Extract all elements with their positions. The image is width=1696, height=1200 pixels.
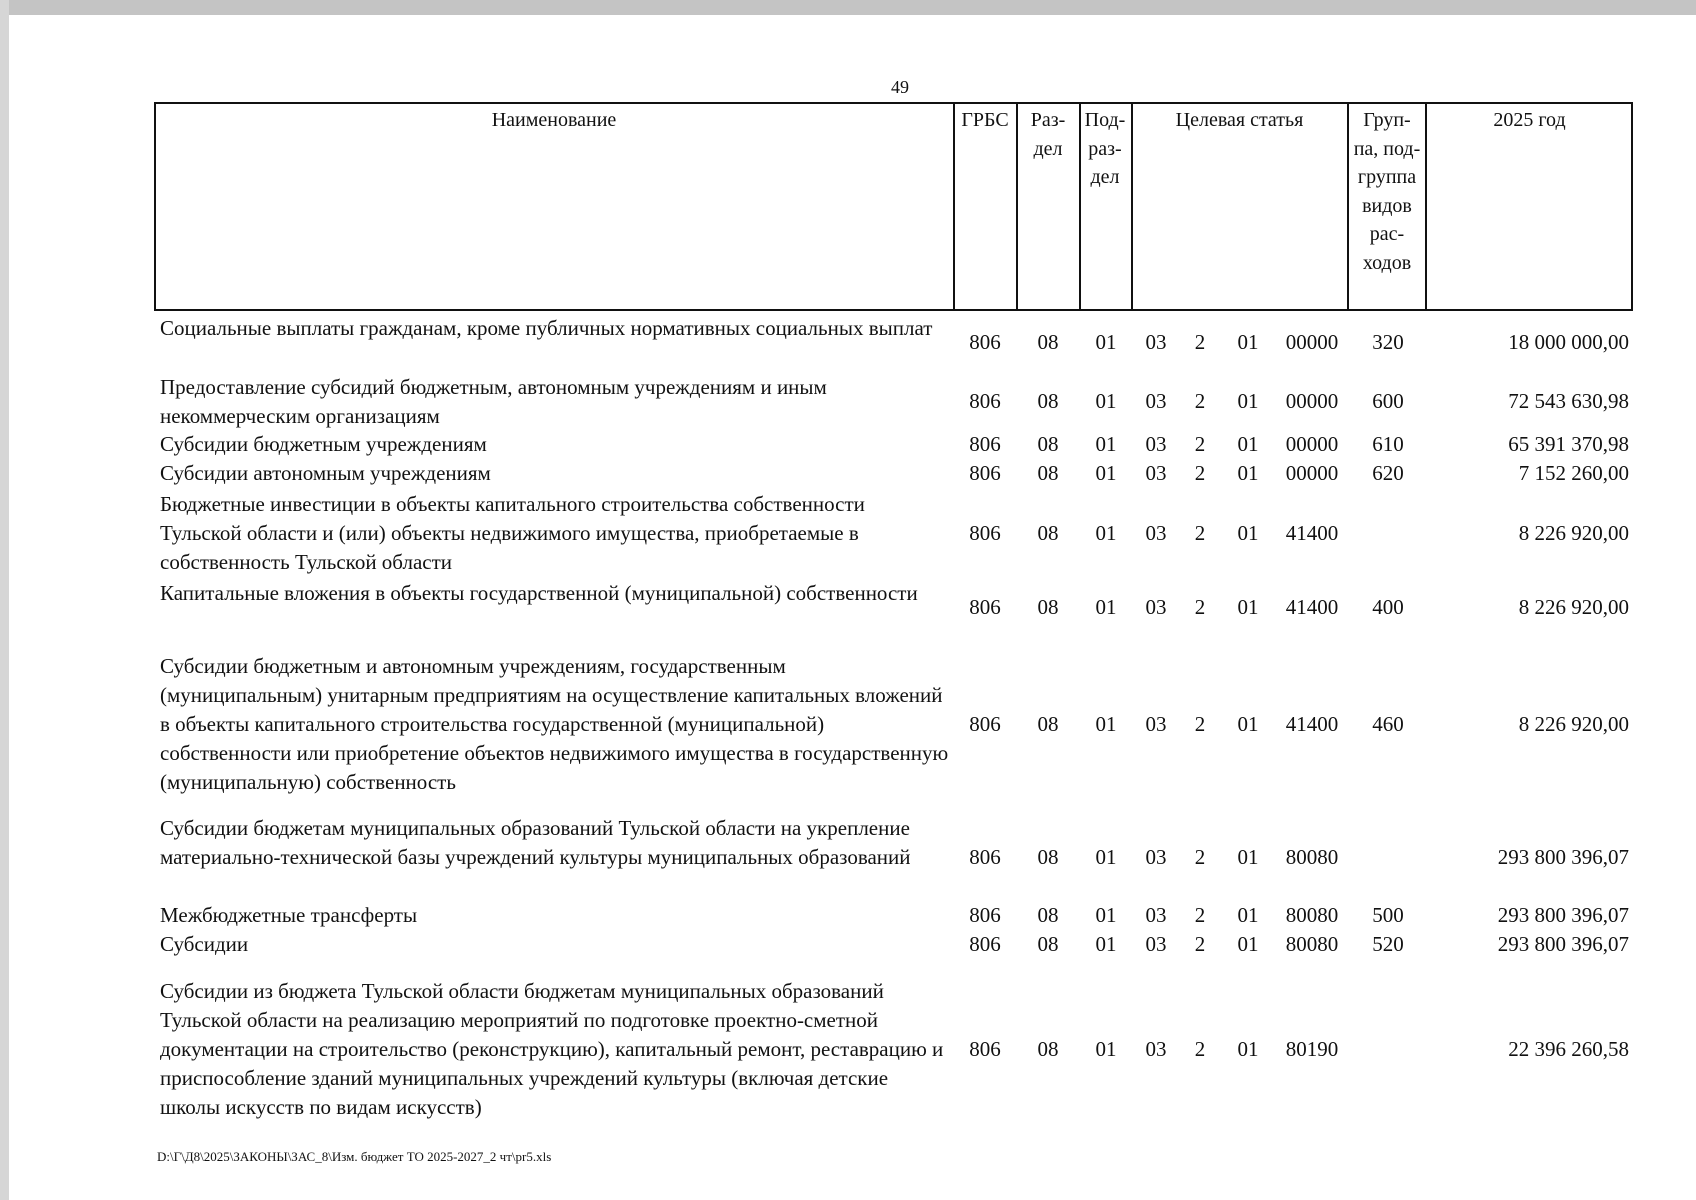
row-amount: 18 000 000,00 [1508, 330, 1629, 354]
row-target-direction: 80080 [1285, 903, 1339, 927]
row-target-program: 03 [1145, 1037, 1167, 1061]
row-target-direction: 00000 [1285, 461, 1339, 485]
row-target-direction: 80080 [1285, 845, 1339, 869]
header-razdel: Раз- дел [1030, 109, 1066, 160]
row-amount: 65 391 370,98 [1508, 432, 1629, 456]
row-podrazdel: 01 [1095, 389, 1117, 413]
row-name: Субсидии из бюджета Тульской области бюджетам муниципальных образований Тульской области на реализацию мероприятий по подготовке проектно-сметной документации на строительство (реконструкцию), капитальный ремонт, реставрацию и приспособление зданий муниципальных учреждений культуры (включая детские школы искусств по видам искусств) [160, 979, 944, 1119]
row-grbs: 806 [969, 389, 1001, 413]
row-amount: 7 152 260,00 [1518, 461, 1629, 485]
row-target-subprogram: 01 [1237, 330, 1259, 354]
row-razdel: 08 [1037, 1037, 1059, 1061]
row-target-program: 03 [1145, 932, 1167, 956]
row-target-subprogram: 01 [1237, 432, 1259, 456]
row-grbs: 806 [969, 330, 1001, 354]
row-target-type: 2 [1194, 432, 1206, 456]
row-amount: 8 226 920,00 [1518, 521, 1629, 545]
row-target-subprogram: 01 [1237, 712, 1259, 736]
row-group: 520 [1372, 932, 1404, 956]
row-podrazdel: 01 [1095, 903, 1117, 927]
row-podrazdel: 01 [1095, 461, 1117, 485]
row-group: 460 [1372, 712, 1404, 736]
row-target-type: 2 [1194, 712, 1206, 736]
row-grbs: 806 [969, 432, 1001, 456]
row-amount: 22 396 260,58 [1508, 1037, 1629, 1061]
row-amount: 8 226 920,00 [1518, 595, 1629, 619]
row-name: Социальные выплаты гражданам, кроме публичных нормативных социальных выплат [160, 316, 933, 340]
row-podrazdel: 01 [1095, 932, 1117, 956]
row-target-type: 2 [1194, 521, 1206, 545]
header-target: Целевая статья [1175, 109, 1304, 131]
row-target-subprogram: 01 [1237, 932, 1259, 956]
row-amount: 72 543 630,98 [1508, 389, 1629, 413]
row-target-type: 2 [1194, 1037, 1206, 1061]
row-name: Субсидии автономным учреждениям [160, 461, 491, 485]
row-target-type: 2 [1194, 461, 1206, 485]
row-podrazdel: 01 [1095, 712, 1117, 736]
row-target-subprogram: 01 [1237, 903, 1259, 927]
row-grbs: 806 [969, 712, 1001, 736]
row-razdel: 08 [1037, 712, 1059, 736]
row-target-subprogram: 01 [1237, 845, 1259, 869]
row-target-type: 2 [1194, 845, 1206, 869]
row-group: 400 [1372, 595, 1404, 619]
row-name: Предоставление субсидий бюджетным, автономным учреждениям и иным некоммерческим организациям [160, 375, 827, 428]
row-target-program: 03 [1145, 903, 1167, 927]
row-target-type: 2 [1194, 932, 1206, 956]
row-amount: 293 800 396,07 [1497, 845, 1629, 869]
header-name: Наименование [491, 109, 617, 131]
row-razdel: 08 [1037, 521, 1059, 545]
row-group: 620 [1372, 461, 1404, 485]
row-grbs: 806 [969, 595, 1001, 619]
row-podrazdel: 01 [1095, 330, 1117, 354]
row-target-program: 03 [1145, 845, 1167, 869]
row-target-program: 03 [1145, 595, 1167, 619]
row-target-type: 2 [1194, 330, 1206, 354]
row-group: 500 [1372, 903, 1404, 927]
row-podrazdel: 01 [1095, 432, 1117, 456]
header-grbs: ГРБС [961, 109, 1009, 131]
row-podrazdel: 01 [1095, 521, 1117, 545]
row-amount: 293 800 396,07 [1497, 932, 1629, 956]
row-razdel: 08 [1037, 595, 1059, 619]
row-podrazdel: 01 [1095, 595, 1117, 619]
row-target-subprogram: 01 [1237, 595, 1259, 619]
row-target-direction: 80080 [1285, 932, 1339, 956]
row-target-subprogram: 01 [1237, 1037, 1259, 1061]
row-grbs: 806 [969, 461, 1001, 485]
row-grbs: 806 [969, 932, 1001, 956]
row-razdel: 08 [1037, 330, 1059, 354]
header-year: 2025 год [1493, 109, 1566, 131]
row-grbs: 806 [969, 845, 1001, 869]
row-target-program: 03 [1145, 432, 1167, 456]
file-path-footer: D:\Г\Д8\2025\ЗАКОНЫ\ЗАС_8\Изм. бюджет ТО 2025-2027_2 чт\pr5.xls [157, 1149, 552, 1164]
row-target-direction: 00000 [1285, 389, 1339, 413]
row-amount: 293 800 396,07 [1497, 903, 1629, 927]
row-amount: 8 226 920,00 [1518, 712, 1629, 736]
row-target-direction: 41400 [1285, 595, 1339, 619]
row-target-direction: 41400 [1285, 521, 1339, 545]
row-target-direction: 00000 [1285, 432, 1339, 456]
row-target-direction: 80190 [1285, 1037, 1339, 1061]
row-razdel: 08 [1037, 932, 1059, 956]
row-podrazdel: 01 [1095, 845, 1117, 869]
row-name: Субсидии бюджетам муниципальных образований Тульской области на укрепление материально-технической базы учреждений культуры муниципальных образований [160, 816, 911, 869]
scan-edge-left [0, 0, 9, 1200]
row-target-program: 03 [1145, 330, 1167, 354]
row-target-direction: 00000 [1285, 330, 1339, 354]
page-number: 49 [891, 77, 909, 97]
row-razdel: 08 [1037, 432, 1059, 456]
row-group: 600 [1372, 389, 1404, 413]
row-target-subprogram: 01 [1237, 461, 1259, 485]
row-grbs: 806 [969, 521, 1001, 545]
row-target-type: 2 [1194, 903, 1206, 927]
row-target-program: 03 [1145, 461, 1167, 485]
row-razdel: 08 [1037, 389, 1059, 413]
row-target-subprogram: 01 [1237, 389, 1259, 413]
row-target-subprogram: 01 [1237, 521, 1259, 545]
row-target-program: 03 [1145, 521, 1167, 545]
row-target-type: 2 [1194, 595, 1206, 619]
row-target-direction: 41400 [1285, 712, 1339, 736]
row-name: Субсидии бюджетным учреждениям [160, 432, 487, 456]
scan-edge-top [0, 0, 1696, 15]
row-podrazdel: 01 [1095, 1037, 1117, 1061]
row-name: Капитальные вложения в объекты государственной (муниципальной) собственности [160, 581, 918, 605]
header-podrazdel: Под- раз- дел [1084, 109, 1126, 188]
row-target-program: 03 [1145, 389, 1167, 413]
row-name: Бюджетные инвестиции в объекты капитального строительства собственности Тульской области и (или) объекты недвижимого имущества, приобретаемые в собственность Тульской области [160, 492, 865, 574]
row-target-type: 2 [1194, 389, 1206, 413]
header-group: Груп- па, под- группа видов рас- ходов [1353, 109, 1421, 274]
row-name: Межбюджетные трансферты [160, 903, 418, 927]
row-grbs: 806 [969, 1037, 1001, 1061]
row-name: Субсидии [160, 932, 249, 956]
row-group: 320 [1372, 330, 1404, 354]
row-name: Субсидии бюджетным и автономным учреждениям, государственным (муниципальным) унитарным предприятиям на осуществление капитальных вложений в объекты капитального строительства государственной (муниципальной) собственности или приобретение объектов недвижимого имущества в государственную (муниципальную) собственность [160, 654, 949, 794]
row-grbs: 806 [969, 903, 1001, 927]
row-group: 610 [1372, 432, 1404, 456]
row-razdel: 08 [1037, 845, 1059, 869]
row-razdel: 08 [1037, 903, 1059, 927]
row-target-program: 03 [1145, 712, 1167, 736]
row-razdel: 08 [1037, 461, 1059, 485]
